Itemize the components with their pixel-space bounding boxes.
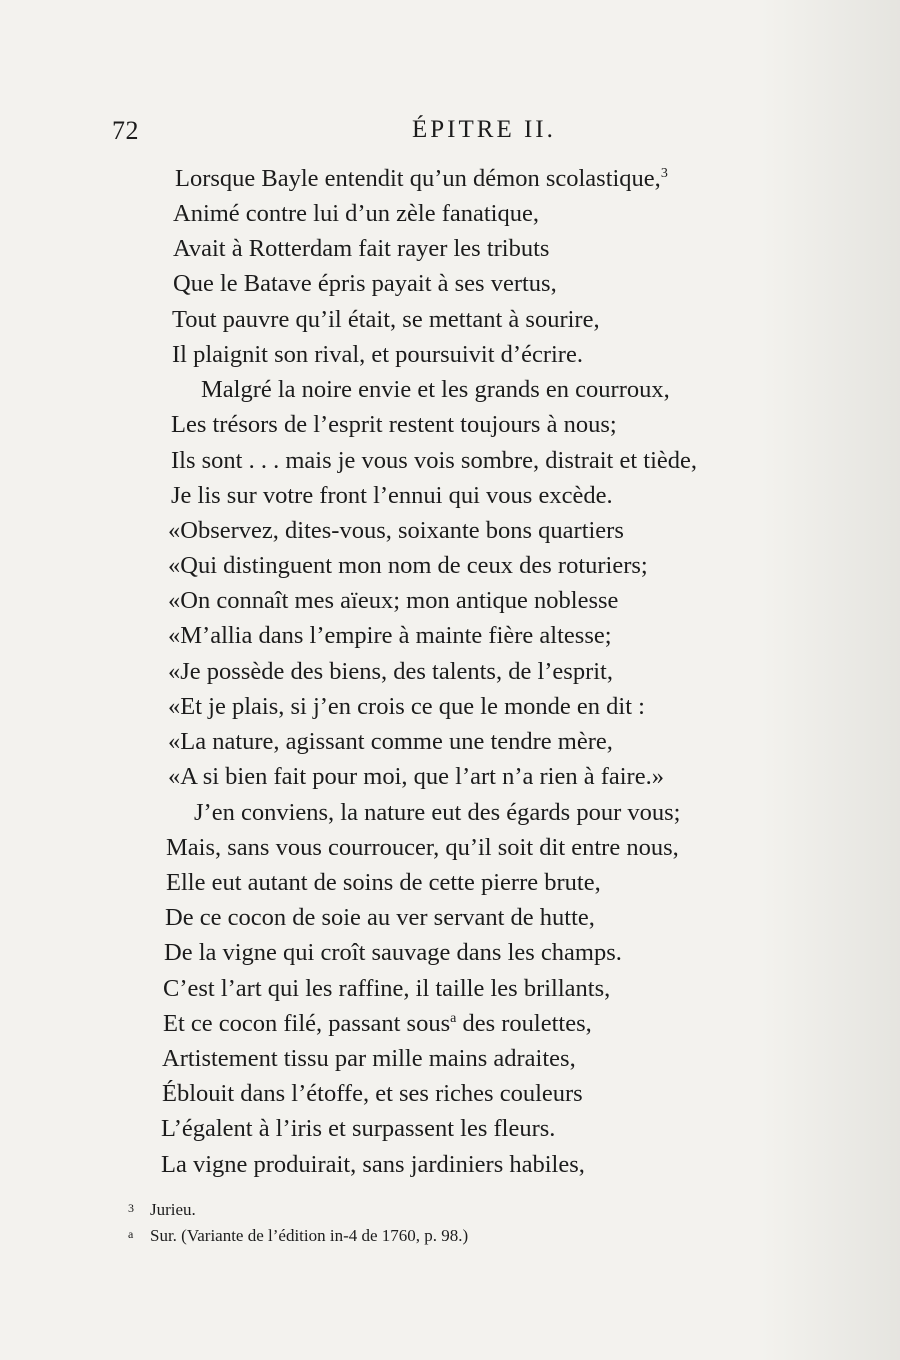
footnote-ref: a [450,1011,457,1026]
footnote-text: Jurieu. [150,1200,196,1219]
verse-line: C’est l’art qui les raffine, il taille les brillants, [163,975,611,1002]
page-number: 72 [112,116,139,145]
footnote-mark: a [128,1227,134,1241]
verse-line: Tout pauvre qu’il était, se mettant à sourire, [172,306,600,333]
verse-line: De ce cocon de soie au ver servant de hutte, [165,904,595,931]
verse-line: L’égalent à l’iris et surpassent les fleurs. [161,1115,556,1142]
verse-line: Je lis sur votre front l’ennui qui vous excède. [171,482,613,509]
verse-line: «M’allia dans l’empire à mainte fière altesse; [168,622,612,649]
footnote-ref: 3 [660,166,668,181]
verse-line: Les trésors de l’esprit restent toujours à nous; [171,411,617,438]
verse-line: Avait à Rotterdam fait rayer les tributs [173,235,550,262]
verse-line: Et ce cocon filé, passant sous$^a$ des roulettes, [163,1010,592,1037]
verse-line: «On connaît mes aïeux; mon antique noblesse [168,587,619,614]
verse-line: «La nature, agissant comme une tendre mère, [168,728,613,755]
page-shadow [760,0,900,1360]
footnote [128,1226,468,1246]
verse-line: Lorsque Bayle entendit qu’un démon scolastique,$^3$ [175,165,668,192]
footnote-mark: 3 [128,1201,134,1215]
verse-line: «Observez, dites-vous, soixante bons quartiers [168,517,624,544]
verse-line: «Et je plais, si j’en crois ce que le monde en dit : [168,693,645,720]
verse-line: Ils sont . . . mais je vous vois sombre, distrait et tiède, [171,447,698,474]
verse-line: Animé contre lui d’un zèle fanatique, [173,200,539,227]
footnote [128,1200,196,1220]
verse-line: J’en conviens, la nature eut des égards pour vous; [194,799,681,826]
verse-line: «A si bien fait pour moi, que l’art n’a rien à faire.» [168,763,664,790]
verse-line: Elle eut autant de soins de cette pierre brute, [166,869,601,896]
verse-line: «Qui distinguent mon nom de ceux des roturiers; [168,552,648,579]
verse-line: «Je possède des biens, des talents, de l’esprit, [168,658,613,685]
verse-line: Malgré la noire envie et les grands en courroux, [201,376,670,403]
verse-line: De la vigne qui croît sauvage dans les champs. [164,939,622,966]
verse-line: Que le Batave épris payait à ses vertus, [173,270,557,297]
running-title: ÉPITRE II. [412,116,556,143]
verse-line: Il plaignit son rival, et poursuivit d’écrire. [172,341,583,368]
verse-line: Éblouit dans l’étoffe, et ses riches couleurs [162,1080,583,1107]
verse-line: Mais, sans vous courroucer, qu’il soit dit entre nous, [166,834,679,861]
verse-line: La vigne produirait, sans jardiniers habiles, [161,1151,585,1178]
verse-line: Artistement tissu par mille mains adraites, [162,1045,576,1072]
footnote-text: Sur. (Variante de l’édition in-4 de 1760, p. 98.) [150,1226,469,1245]
